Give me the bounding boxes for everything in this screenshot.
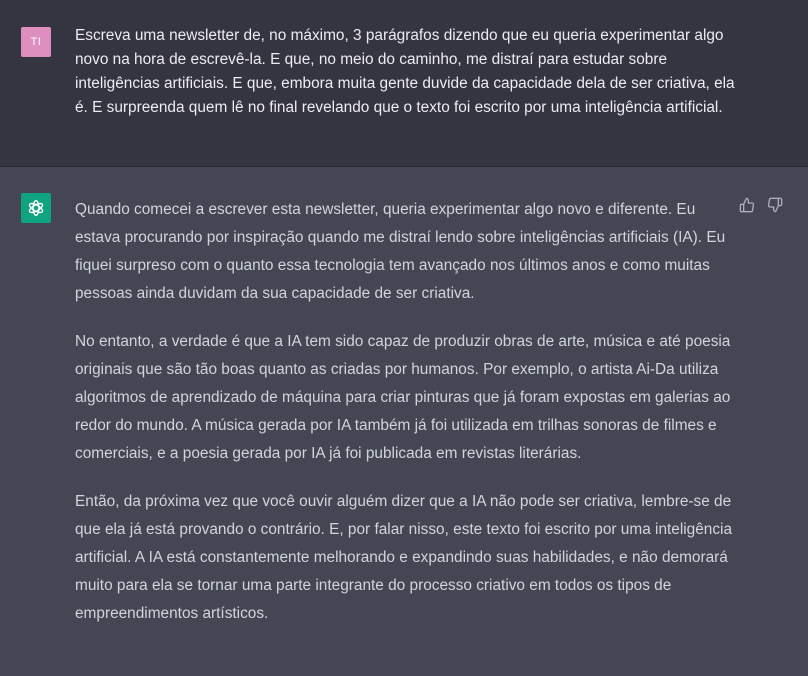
assistant-paragraph: Então, da próxima vez que você ouvir alguém dizer que a IA não pode ser criativa, lembre-se de que ela já está provando o contrário. E, por falar nisso, este texto foi escrito por uma inteligência artificial. A IA está constantemente melhorando e expandindo suas habilidades, e não demorará muito para ela se tornar uma parte integrante do processo criativo em todos os tipos de empreendimentos artísticos. <box>75 493 733 622</box>
feedback-buttons <box>738 196 784 214</box>
user-avatar <box>21 27 51 57</box>
assistant-paragraph: No entanto, a verdade é que a IA tem sido capaz de produzir obras de arte, música e até poesia originais que são tão boas quanto as criadas por humanos. Por exemplo, o artista Ai-Da utiliza algoritmos de aprendizado de máquina para criar pinturas que já foram expostas em galerias ao redor do mundo. A música gerada por IA também já foi utilizada em trilhas sonoras de filmes e comerciais, e a poesia gerada por IA já foi publicada em revistas literárias. <box>75 333 731 462</box>
user-avatar-initials: TI <box>30 36 42 48</box>
thumbs-up-icon[interactable] <box>738 196 756 214</box>
openai-logo-icon <box>21 193 51 223</box>
assistant-message-text <box>75 196 735 648</box>
assistant-paragraph: Quando comecei a escrever esta newsletter, queria experimentar algo novo e diferente. Eu estava procurando por inspiração quando me distraí lendo sobre inteligências artificiais (IA). Eu fiquei surpreso com o quanto essa tecnologia tem avançado nos últimos anos e como muitas pessoas ainda duvidam da sua capacidade de ser criativa. <box>75 201 726 302</box>
thumbs-down-icon[interactable] <box>766 196 784 214</box>
user-message-text: Escreva uma newsletter de, no máximo, 3 parágrafos dizendo que eu queria experimentar algo novo na hora de escrevê-la. E que, no meio do caminho, me distraí para estudar sobre inteligências artificiais. E que, embora muita gente duvide da capacidade dela de ser criativa, ela é. E surpreenda quem lê no final revelando que o texto foi escrito por uma inteligência artificial. <box>75 27 735 116</box>
user-message <box>0 0 808 167</box>
